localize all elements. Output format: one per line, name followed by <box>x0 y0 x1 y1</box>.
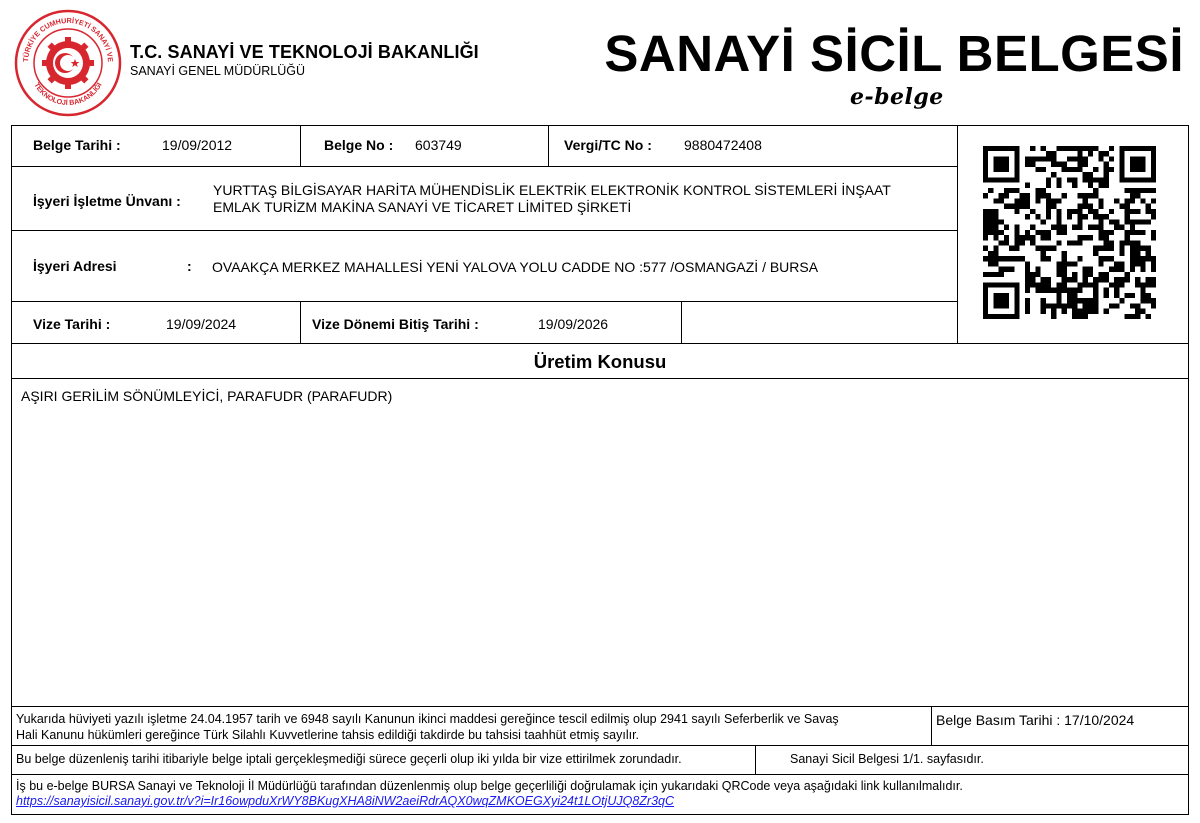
row-divider <box>11 706 1189 707</box>
belge-tarihi-value: 19/09/2012 <box>162 137 233 153</box>
row-divider <box>11 166 957 167</box>
cell-divider <box>548 125 549 166</box>
qr-column-divider <box>957 125 958 344</box>
page-info: Sanayi Sicil Belgesi 1/1. sayfasıdır. <box>790 752 984 766</box>
verification-qr-code[interactable] <box>983 146 1156 319</box>
document-title: SANAYİ SİCİL BELGESİ <box>604 25 1184 82</box>
row-divider <box>11 774 1189 775</box>
row-divider <box>11 343 1189 344</box>
row-divider <box>11 230 957 231</box>
svg-text:TÜRKİYE CUMHURİYETİ SANAYİ VE: TÜRKİYE CUMHURİYETİ SANAYİ VE <box>20 15 116 63</box>
svg-text:TEKNOLOJİ BAKANLIĞI: TEKNOLOJİ BAKANLIĞI <box>32 80 104 108</box>
ministry-subtitle: SANAYİ GENEL MÜDÜRLÜĞÜ <box>130 64 306 78</box>
validity-note: Bu belge düzenleniş tarihi itibariyle belge iptali gerçekleşmediği sürece geçerli olup iki yılda bir vize ettirilmek zorundadır. <box>16 752 682 766</box>
belge-tarihi-label: Belge Tarihi : <box>33 137 121 153</box>
unvan-label: İşyeri İşletme Ünvanı : <box>33 193 181 209</box>
row-divider <box>11 745 1189 746</box>
adres-colon: : <box>187 258 192 274</box>
unvan-line-2: EMLAK TURİZM MAKİNA SANAYİ VE TİCARET LİMİTED ŞİRKETİ <box>213 199 632 215</box>
cell-divider <box>300 301 301 343</box>
adres-label: İşyeri Adresi <box>33 258 117 274</box>
cell-divider <box>755 745 756 774</box>
row-divider <box>11 378 1189 379</box>
verification-link[interactable]: https://sanayisicil.sanayi.gov.tr/v?i=Ir16owpduXrWY8BKugXHA8iNW2aeiRdrAQX0wqZMKOEGXyi24t1LOtjUJQ8Zr3qC <box>16 794 675 808</box>
vize-bitis-label: Vize Dönemi Bitiş Tarihi : <box>312 316 479 332</box>
cell-divider <box>931 706 932 745</box>
ministry-seal-logo <box>14 9 122 117</box>
vize-tarihi-value: 19/09/2024 <box>166 316 237 332</box>
ministry-header <box>130 42 479 78</box>
vergi-no-value: 9880472408 <box>684 137 762 153</box>
production-content: AŞIRI GERİLİM SÖNÜMLEYİCİ, PARAFUDR (PARAFUDR) <box>21 388 393 404</box>
adres-value: OVAAKÇA MERKEZ MAHALLESİ YENİ YALOVA YOLU CADDE NO :577 /OSMANGAZİ / BURSA <box>212 259 819 275</box>
print-date: Belge Basım Tarihi : 17/10/2024 <box>936 712 1135 728</box>
legal-note-line-1: Yukarıda hüviyeti yazılı işletme 24.04.1957 tarih ve 6948 sayılı Kanunun ikinci maddesi gereğince tescil edilmiş olup 2941 sayılı Seferberlik ve Savaş <box>16 712 839 726</box>
verification-note: İş bu e-belge BURSA Sanayi ve Teknoloji İl Müdürlüğü tarafından düzenlenmiş olup belge geçerliliği doğrulamak için yukarıdaki QRCode veya aşağıdaki link kullanılmalıdır. <box>16 779 963 793</box>
vize-bitis-value: 19/09/2026 <box>538 316 609 332</box>
cell-divider <box>300 125 301 166</box>
belge-no-value: 603749 <box>415 137 462 153</box>
production-heading: Üretim Konusu <box>533 351 667 372</box>
legal-note-line-2: Hali Kanunu hükümleri gereğince Türk Silahlı Kuvvetlerine tahsis edildiği takdirde bu tahsisi taahhüt etmiş sayılır. <box>16 728 640 742</box>
unvan-line-1: YURTTAŞ BİLGİSAYAR HARİTA MÜHENDİSLİK ELEKTRİK ELEKTRONİK KONTROL SİSTEMLERİ İNŞAAT <box>213 182 891 198</box>
document-subtitle: e-belge <box>850 84 944 110</box>
ministry-name: T.C. SANAYİ VE TEKNOLOJİ BAKANLIĞI <box>130 42 479 62</box>
row-divider <box>11 301 957 302</box>
vize-tarihi-label: Vize Tarihi : <box>33 316 111 332</box>
vergi-no-label: Vergi/TC No : <box>564 137 652 153</box>
cell-divider <box>681 301 682 343</box>
belge-no-label: Belge No : <box>324 137 394 153</box>
